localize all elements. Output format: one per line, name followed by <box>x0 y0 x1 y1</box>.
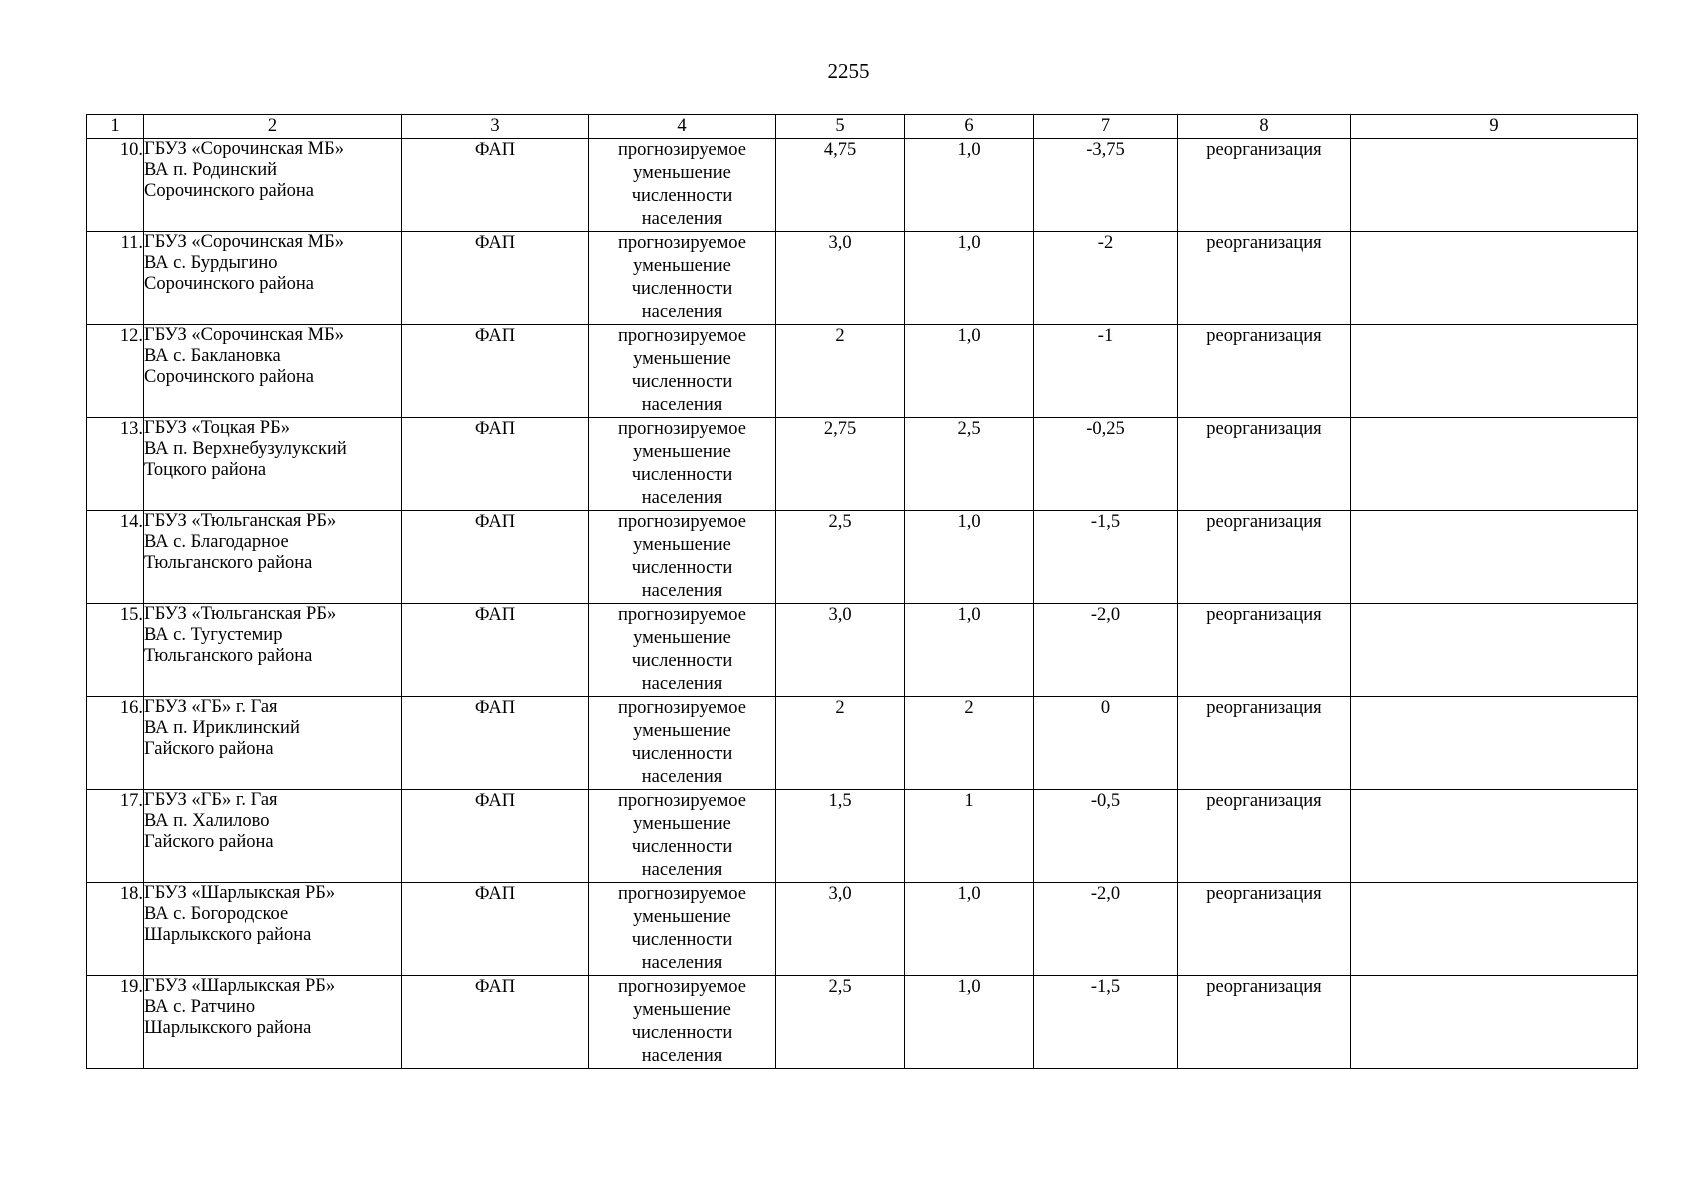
header-cell: 2 <box>144 115 402 139</box>
action-cell: реорганизация <box>1178 976 1351 1069</box>
note-cell <box>1351 976 1638 1069</box>
value-col5-cell: 3,0 <box>776 232 905 325</box>
row-number: 15. <box>87 604 144 697</box>
institution-cell: ГБУЗ «Сорочинская МБ» ВА с. Баклановка Сорочинского района <box>144 325 402 418</box>
value-col6-cell: 1,0 <box>905 232 1034 325</box>
reason-cell: прогнозируемое уменьшение численности населения <box>589 418 776 511</box>
institution-cell: ГБУЗ «Шарлыкская РБ» ВА с. Богородское Шарлыкского района <box>144 883 402 976</box>
institution-cell: ГБУЗ «Тоцкая РБ» ВА п. Верхнебузулукский Тоцкого района <box>144 418 402 511</box>
value-col6-cell: 1,0 <box>905 325 1034 418</box>
value-col7-cell: -2 <box>1034 232 1178 325</box>
row-number: 12. <box>87 325 144 418</box>
value-col7-cell: -2,0 <box>1034 883 1178 976</box>
row-number: 10. <box>87 139 144 232</box>
value-col5-cell: 3,0 <box>776 883 905 976</box>
facility-type-cell: ФАП <box>402 883 589 976</box>
row-number: 18. <box>87 883 144 976</box>
note-cell <box>1351 232 1638 325</box>
reason-cell: прогнозируемое уменьшение численности населения <box>589 139 776 232</box>
note-cell <box>1351 604 1638 697</box>
data-table <box>86 114 1638 1069</box>
header-cell: 5 <box>776 115 905 139</box>
value-col7-cell: -1,5 <box>1034 511 1178 604</box>
table-row <box>87 139 1638 232</box>
institution-cell: ГБУЗ «ГБ» г. Гая ВА п. Халилово Гайского района <box>144 790 402 883</box>
value-col7-cell: -0,25 <box>1034 418 1178 511</box>
reason-cell: прогнозируемое уменьшение численности населения <box>589 883 776 976</box>
facility-type-cell: ФАП <box>402 697 589 790</box>
facility-type-cell: ФАП <box>402 232 589 325</box>
header-row <box>87 115 1638 139</box>
value-col5-cell: 4,75 <box>776 139 905 232</box>
table-row <box>87 511 1638 604</box>
reason-cell: прогнозируемое уменьшение численности населения <box>589 604 776 697</box>
action-cell: реорганизация <box>1178 511 1351 604</box>
value-col5-cell: 2,5 <box>776 511 905 604</box>
institution-cell: ГБУЗ «ГБ» г. Гая ВА п. Ириклинский Гайского района <box>144 697 402 790</box>
action-cell: реорганизация <box>1178 604 1351 697</box>
row-number: 14. <box>87 511 144 604</box>
value-col5-cell: 2,5 <box>776 976 905 1069</box>
reason-cell: прогнозируемое уменьшение численности населения <box>589 976 776 1069</box>
value-col5-cell: 2 <box>776 325 905 418</box>
value-col5-cell: 1,5 <box>776 790 905 883</box>
value-col5-cell: 2,75 <box>776 418 905 511</box>
header-cell: 1 <box>87 115 144 139</box>
value-col7-cell: -0,5 <box>1034 790 1178 883</box>
value-col5-cell: 2 <box>776 697 905 790</box>
value-col7-cell: -1,5 <box>1034 976 1178 1069</box>
institution-cell: ГБУЗ «Сорочинская МБ» ВА с. Бурдыгино Сорочинского района <box>144 232 402 325</box>
header-cell: 8 <box>1178 115 1351 139</box>
value-col7-cell: -2,0 <box>1034 604 1178 697</box>
action-cell: реорганизация <box>1178 418 1351 511</box>
note-cell <box>1351 790 1638 883</box>
institution-cell: ГБУЗ «Тюльганская РБ» ВА с. Благодарное Тюльганского района <box>144 511 402 604</box>
reason-cell: прогнозируемое уменьшение численности населения <box>589 697 776 790</box>
table-row <box>87 418 1638 511</box>
facility-type-cell: ФАП <box>402 418 589 511</box>
facility-type-cell: ФАП <box>402 511 589 604</box>
table-row <box>87 232 1638 325</box>
page-number: 2255 <box>827 59 870 83</box>
value-col5-cell: 3,0 <box>776 604 905 697</box>
note-cell <box>1351 325 1638 418</box>
value-col7-cell: -3,75 <box>1034 139 1178 232</box>
value-col6-cell: 1,0 <box>905 976 1034 1069</box>
row-number: 13. <box>87 418 144 511</box>
action-cell: реорганизация <box>1178 232 1351 325</box>
reason-cell: прогнозируемое уменьшение численности населения <box>589 232 776 325</box>
note-cell <box>1351 511 1638 604</box>
header-cell: 9 <box>1351 115 1638 139</box>
table-row <box>87 883 1638 976</box>
facility-type-cell: ФАП <box>402 325 589 418</box>
facility-type-cell: ФАП <box>402 976 589 1069</box>
note-cell <box>1351 697 1638 790</box>
value-col6-cell: 1,0 <box>905 139 1034 232</box>
value-col6-cell: 1 <box>905 790 1034 883</box>
facility-type-cell: ФАП <box>402 604 589 697</box>
institution-cell: ГБУЗ «Шарлыкская РБ» ВА с. Ратчино Шарлыкского района <box>144 976 402 1069</box>
table-row <box>87 325 1638 418</box>
value-col6-cell: 2,5 <box>905 418 1034 511</box>
row-number: 17. <box>87 790 144 883</box>
value-col6-cell: 2 <box>905 697 1034 790</box>
value-col6-cell: 1,0 <box>905 511 1034 604</box>
institution-cell: ГБУЗ «Тюльганская РБ» ВА с. Тугустемир Тюльганского района <box>144 604 402 697</box>
header-cell: 3 <box>402 115 589 139</box>
header-cell: 6 <box>905 115 1034 139</box>
header-cell: 7 <box>1034 115 1178 139</box>
reason-cell: прогнозируемое уменьшение численности населения <box>589 790 776 883</box>
action-cell: реорганизация <box>1178 883 1351 976</box>
action-cell: реорганизация <box>1178 697 1351 790</box>
action-cell: реорганизация <box>1178 790 1351 883</box>
table-row <box>87 604 1638 697</box>
row-number: 11. <box>87 232 144 325</box>
reason-cell: прогнозируемое уменьшение численности населения <box>589 325 776 418</box>
action-cell: реорганизация <box>1178 325 1351 418</box>
action-cell: реорганизация <box>1178 139 1351 232</box>
value-col7-cell: 0 <box>1034 697 1178 790</box>
value-col6-cell: 1,0 <box>905 604 1034 697</box>
table-row <box>87 697 1638 790</box>
facility-type-cell: ФАП <box>402 790 589 883</box>
value-col6-cell: 1,0 <box>905 883 1034 976</box>
note-cell <box>1351 139 1638 232</box>
institution-cell: ГБУЗ «Сорочинская МБ» ВА п. Родинский Сорочинского района <box>144 139 402 232</box>
row-number: 19. <box>87 976 144 1069</box>
table-row <box>87 790 1638 883</box>
value-col7-cell: -1 <box>1034 325 1178 418</box>
reason-cell: прогнозируемое уменьшение численности населения <box>589 511 776 604</box>
facility-type-cell: ФАП <box>402 139 589 232</box>
table-row <box>87 976 1638 1069</box>
note-cell <box>1351 883 1638 976</box>
header-cell: 4 <box>589 115 776 139</box>
row-number: 16. <box>87 697 144 790</box>
note-cell <box>1351 418 1638 511</box>
